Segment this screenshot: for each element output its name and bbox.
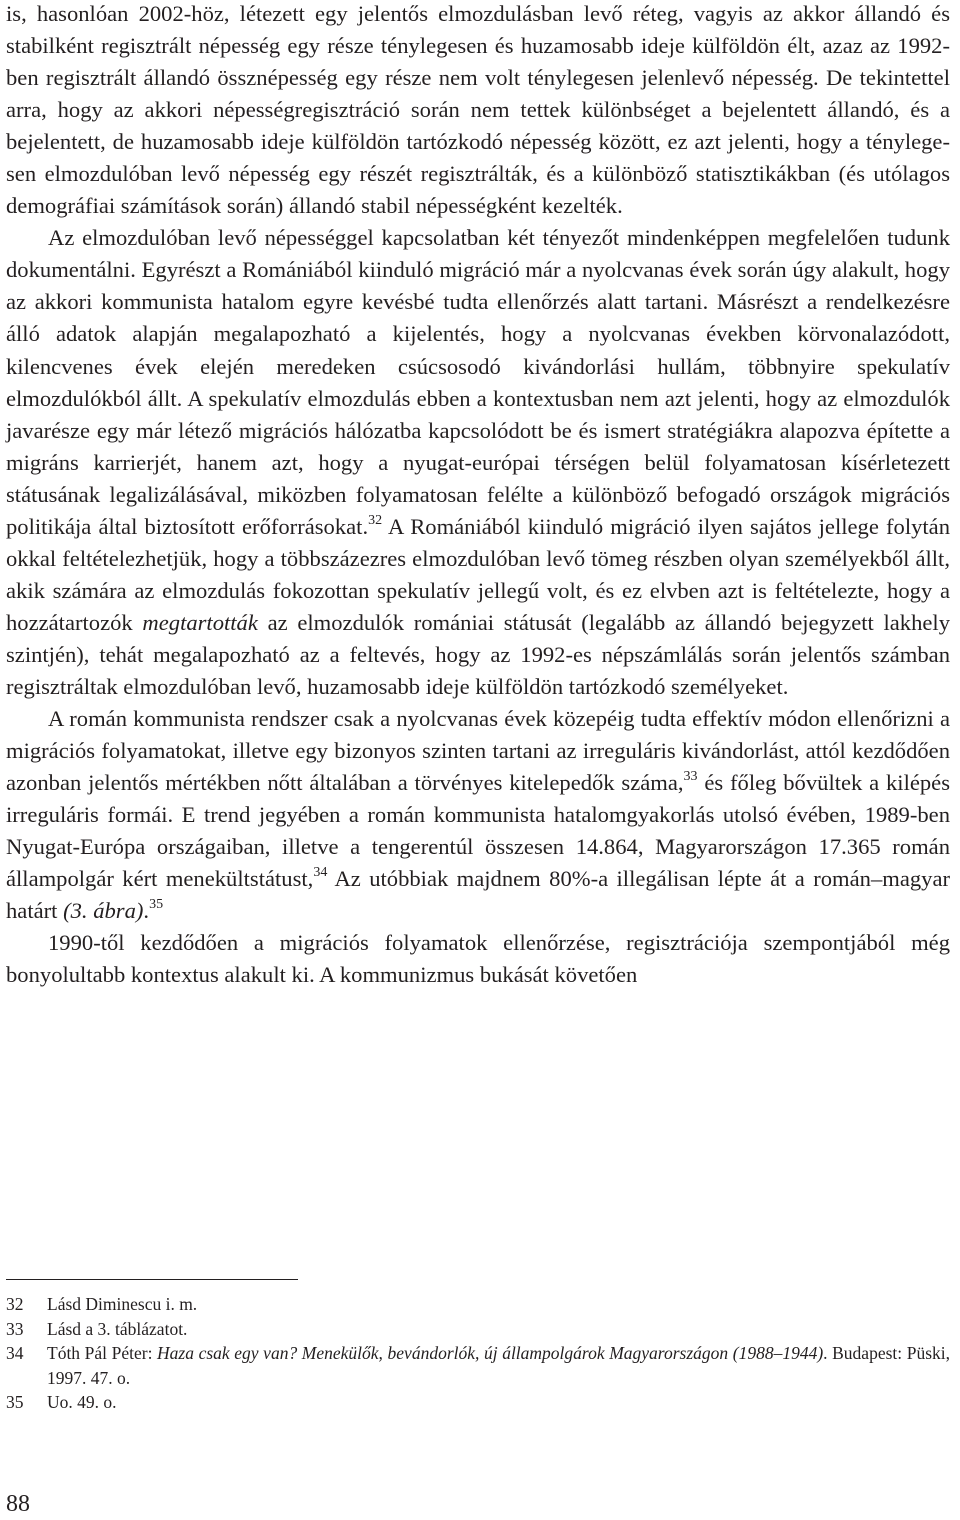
footnote-publication: . Budapest: Püski, 1997. 47. o.	[47, 1343, 951, 1388]
paragraph-1-text: is, hasonlóan 2002-höz, létezett egy jelentős elmozdulásban levő réteg, vagyis az akkor állandó és stabilként regisztrált népesség egy része ténylegesen és huzamosabb ideje külföldön élt, azaz az 1992-ben regisztrált állandó össznépesség egy része nem volt ténylegesen jelenlevő népesség. De tekintettel arra, hogy az akkori népességregisztráció során nem tettek különbséget a bejelentett állandó, és a bejelentett, de huzamosabb ideje külföldön tartózkodó népesség között, ez azt jelenti, hogy a ténylegesen elmozdulóban levő népesség egy részét regisztrálták, és a különböző statisztikákban (és utólagos demográfiai számítások során) állandó stabil népességként kezelték.	[6, 1, 950, 219]
footnote-34	[6, 1341, 950, 1390]
footnote-32	[6, 1292, 950, 1317]
paragraph-2-text-c: az elmozdulók romániai státusát (legalább az állandó bejegyzett lakhely szintjén), tehát megalapozható az a feltevés, hogy az 1992-es népszámlálás során jelentős számban regisztráltak elmozdulóban levő, huzamosabb ideje külföldön tartózkodó személyeket.	[6, 609, 950, 699]
paragraph-3-text-c: Az utóbbiak majdnem 80%-a illegálisan lépte át a román–magyar határt	[6, 866, 950, 924]
paragraph-3	[6, 703, 950, 927]
footnote-ref-35[interactable]: 35	[149, 897, 164, 913]
paragraph-1	[6, 0, 950, 222]
footnote-divider	[6, 1279, 298, 1280]
paragraph-2-italic: megtartották	[142, 609, 258, 635]
footnote-text: Lásd Diminescu i. m.	[47, 1294, 198, 1314]
paragraph-2-text-a: Az elmozdulóban levő népességgel kapcsolatban két tényezőt mindenképpen megfelelően tudunk dokumentálni. Egyrészt a Romániából kiinduló migráció már a nyolcvanas évek során úgy alakult, hogy az akkori kommunista hatalom egyre kevésbé tudta ellenőrzés alatt tartani. Másrészt a rendelkezésre álló adatok alapján megalapozható a kijelentés, hogy a nyolcvanas években körvonalazódott, kilencvenes évek elején meredeken csúcsosodó kivándorlási hullám, többnyire spekulatív elmozdulókból állt. A spekulatív elmozdulás ebben a kontextusban nem azt jelenti, hogy az elmozdulók javarésze egy már létező migrációs hálózatba kapcsolódott be és ismert stratégiákra alapozva építette a migráns karrierjét, hanem azt, hogy a nyugat-európai térségen belül folyamatosan kísérletezett státusának legalizálásával, miközben folyamatosan felélte a különböző befogadó országok migrációs politikája által biztosított erőforrásokat.	[6, 225, 950, 539]
footnote-number: 32	[6, 1294, 24, 1314]
paragraph-3-text-d: .	[143, 898, 150, 924]
footnote-text: Lásd a 3. táblázatot.	[47, 1318, 188, 1339]
paragraph-3-text-a: A román kommunista rendszer csak a nyolcvanas évek közepéig tudta effektív módon ellenőrizni a migrációs folyamatokat, illetve egy bizonyos szinten tartani az irreguláris kivándorlást, attól kezdődően azonban jelentős mértékben nőtt általában a törvényes kitelepedők száma,	[6, 706, 950, 796]
footnote-ref-34[interactable]: 34	[313, 865, 328, 881]
footnote-text: Uo. 49. o.	[47, 1392, 117, 1412]
footnote-number: 34	[6, 1343, 24, 1363]
paragraph-4-text: 1990-től kezdődően a migrációs folyamatok ellenőrzése, regisztrációja szempontjából még bonyolultabb kontextus alakult ki. A kommunizmus bukását követően	[6, 930, 950, 988]
footnote-number: 33	[6, 1318, 24, 1339]
paragraph-3-text-b: és főleg bővültek a kilépés irreguláris formái. E trend jegyében a román kommunista hatalomgyakorlás utolsó évében, 1989-ben Nyugat-Európa országaiban, illetve a tengerentúl összesen 14.864, Magyarországon 17.365 román állampolgár kért menekültstátust,	[6, 770, 950, 892]
footnotes	[6, 1292, 950, 1415]
figure-reference: (3. ábra)	[63, 898, 144, 924]
footnote-ref-33[interactable]: 33	[683, 769, 698, 785]
footnote-33	[6, 1317, 950, 1342]
footnote-text	[47, 1341, 950, 1390]
footnote-book-title: Haza csak egy van? Menekülők, bevándorlók, új állampolgárok Magyarországon (1988–1944)	[157, 1343, 824, 1363]
footnote-number: 35	[6, 1392, 24, 1412]
footnote-author: Tóth Pál Péter:	[47, 1343, 158, 1363]
body-text	[6, 0, 950, 991]
paragraph-2	[6, 222, 950, 703]
page-number: 88	[6, 1491, 30, 1517]
footnote-ref-32[interactable]: 32	[368, 512, 383, 528]
paragraph-4	[6, 927, 950, 991]
paragraph-2-text-b: A Romániából kiinduló migráció ilyen sajátos jellege folytán okkal feltételezhetjük, hogy a többszázezres elmozdulóban levő tömeg részben olyan személyekből állt, akik számára az elmozdulás fokozottan spekulatív jellegű volt, és ez elvben azt is feltételezte, hogy a hozzátartozók	[6, 513, 950, 635]
footnote-35	[6, 1390, 950, 1415]
